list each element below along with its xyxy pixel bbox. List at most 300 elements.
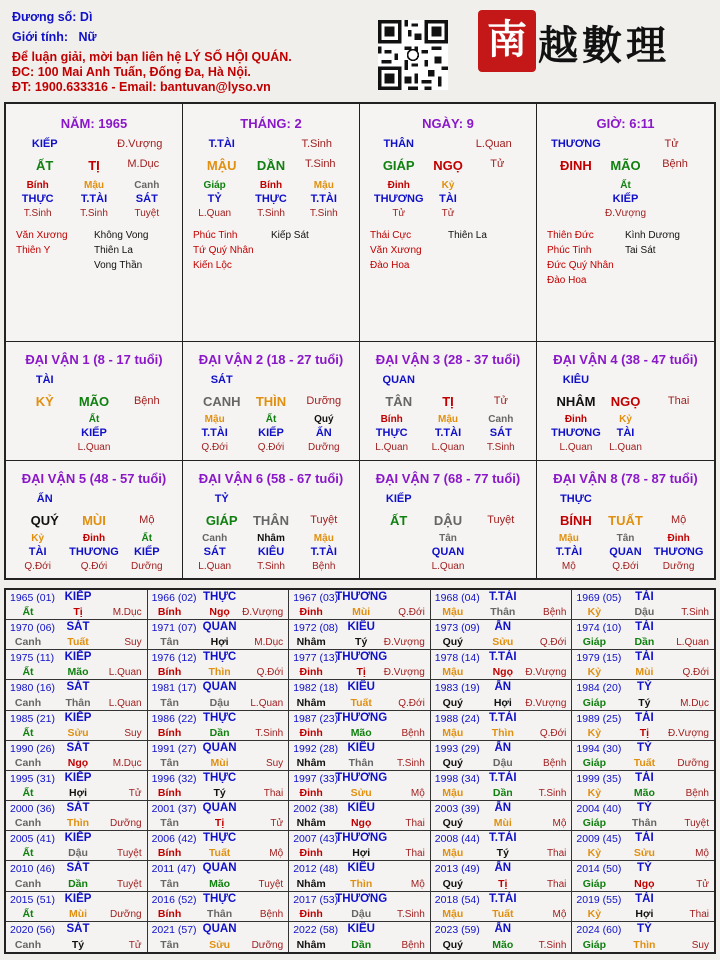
dai-van-cell[interactable] — [360, 461, 537, 578]
annual-ten-god: SÁT — [66, 681, 90, 694]
annual-cell[interactable] — [289, 861, 431, 891]
annual-state: Mộ — [269, 848, 284, 860]
annual-state: M.Dục — [254, 637, 284, 649]
annual-ten-god: THƯƠNG — [335, 711, 388, 724]
annual-branch: Dậu — [209, 696, 230, 709]
auspicious-star: Tứ Quý Nhân — [193, 245, 254, 256]
pillar-ten-god: T.TÀI — [208, 138, 235, 150]
dai-van-stem: KỶ — [35, 394, 54, 409]
annual-year: 1974 (10) — [576, 622, 622, 635]
annual-state: Đ.Vượng — [383, 637, 425, 649]
dai-van-cell[interactable] — [537, 342, 714, 461]
annual-ten-god: SÁT — [66, 802, 90, 815]
annual-branch: Thân — [631, 817, 657, 830]
annual-ten-god: TỶ — [637, 741, 652, 754]
annual-branch: Thìn — [633, 938, 656, 951]
annual-ten-god: KIÊU — [347, 621, 375, 634]
annual-cell[interactable] — [148, 620, 290, 650]
annual-stem: Canh — [14, 696, 42, 709]
dai-van-stem: QUÝ — [30, 513, 59, 528]
annual-cell[interactable] — [431, 831, 573, 861]
annual-ten-god: SÁT — [66, 862, 90, 875]
annual-cell[interactable] — [6, 801, 148, 831]
dai-van-cell[interactable] — [183, 342, 360, 461]
pillar-cell[interactable] — [183, 104, 360, 342]
annual-ten-god: ẤN — [494, 621, 512, 634]
annual-cell[interactable] — [148, 892, 290, 922]
annual-cell[interactable] — [431, 892, 573, 922]
annual-branch: Tý — [71, 938, 85, 951]
annual-state: Thai — [546, 848, 567, 860]
dai-van-ten-god: TÀI — [35, 374, 54, 386]
dai-van-ten-god: TỶ — [214, 493, 229, 505]
annual-cell[interactable] — [6, 771, 148, 801]
dai-van-hidden-god: KIẾP — [133, 546, 160, 558]
annual-cell[interactable] — [431, 771, 573, 801]
annual-cell[interactable] — [289, 741, 431, 771]
dai-van-hidden-god: TÀI — [616, 427, 635, 439]
annual-branch: Thân — [490, 606, 516, 619]
annual-ten-god: TÀI — [635, 771, 654, 784]
annual-year: 1987 (23) — [293, 712, 339, 725]
pillar-branch-state: Bệnh — [662, 158, 688, 170]
annual-year: 1966 (02) — [151, 592, 197, 604]
annual-stem: Đinh — [299, 666, 323, 679]
annual-branch: Thân — [65, 696, 91, 709]
annual-cell[interactable] — [148, 680, 290, 710]
annual-cell[interactable] — [148, 590, 290, 620]
hidden-ten-god: THƯƠNG — [373, 193, 424, 205]
annual-state: Mộ — [410, 878, 425, 890]
annual-year: 2022 (58) — [293, 923, 339, 936]
dai-van-ten-god: ẤN — [36, 493, 53, 505]
dai-van-branch: THÂN — [252, 513, 290, 528]
annual-cell[interactable] — [572, 590, 714, 620]
pillar-earthly-branch: NGỌ — [433, 158, 463, 173]
dai-van-hidden-state: Q.Đới — [612, 561, 639, 572]
inauspicious-star: Thiên La — [448, 230, 487, 241]
annual-state: Dưỡng — [251, 939, 284, 951]
annual-ten-god: ẤN — [494, 802, 512, 815]
annual-branch: Ngọ — [634, 877, 655, 890]
annual-branch: Sửu — [492, 636, 514, 649]
inauspicious-star: Kiếp Sát — [271, 230, 309, 241]
annual-state: T.Sinh — [681, 607, 709, 619]
annual-state: Đ.Vượng — [242, 607, 284, 619]
contact-phone-email: ĐT: 1900.633316 - Email: bantuvan@lyso.vn — [12, 80, 271, 94]
annual-cell[interactable] — [431, 922, 573, 952]
annual-year: 1965 (01) — [10, 592, 55, 604]
dai-van-hidden-state: L.Quan — [431, 561, 465, 572]
dai-van-title: ĐẠI VẬN 1 (8 - 17 tuổi) — [25, 352, 163, 367]
annual-state: Suy — [124, 637, 142, 649]
annual-year: 2006 (42) — [151, 833, 197, 846]
annual-cell[interactable] — [289, 831, 431, 861]
hidden-stem: Canh — [134, 180, 160, 191]
annual-stem: Ất — [22, 606, 34, 619]
annual-state: Bệnh — [685, 788, 709, 800]
annual-stem: Mậu — [442, 726, 464, 739]
annual-ten-god: T.TÀI — [489, 771, 517, 784]
annual-cell[interactable] — [289, 680, 431, 710]
auspicious-star: Thiên Đức — [547, 230, 594, 241]
annual-stem: Bính — [157, 666, 182, 679]
annual-ten-god: KIẾP — [64, 651, 92, 664]
auspicious-star: Đào Hoa — [547, 275, 587, 286]
auspicious-star: Đào Hoa — [370, 260, 410, 271]
annual-cell[interactable] — [6, 861, 148, 891]
annual-branch: Tý — [355, 636, 368, 649]
annual-cell[interactable] — [572, 922, 714, 952]
annual-cell[interactable] — [6, 892, 148, 922]
annual-cell[interactable] — [148, 741, 290, 771]
annual-state: M.Dục — [112, 757, 142, 769]
annual-branch: Dậu — [492, 756, 513, 769]
annual-ten-god: TÀI — [635, 892, 654, 905]
annual-stem: Tân — [160, 756, 179, 769]
dai-van-hidden-god: ẤN — [315, 427, 332, 439]
annual-branch: Ngọ — [350, 817, 372, 830]
annual-branch: Mùi — [68, 907, 88, 920]
annual-ten-god: QUAN — [202, 922, 237, 935]
annual-cell[interactable] — [572, 741, 714, 771]
dai-van-hidden-stem: Đinh — [82, 533, 106, 544]
annual-ten-god: THƯƠNG — [335, 832, 388, 845]
annual-year: 1985 (21) — [10, 712, 55, 725]
annual-branch: Dần — [492, 787, 513, 800]
annual-state: Tuyệt — [684, 818, 709, 830]
annual-cell[interactable] — [572, 620, 714, 650]
annual-ten-god: THỰC — [203, 651, 237, 664]
annual-year: 1991 (27) — [151, 742, 197, 755]
annual-stem: Giáp — [582, 756, 607, 769]
annual-year: 1989 (25) — [576, 712, 622, 725]
annual-state: Đ.Vượng — [383, 667, 425, 679]
annual-cell[interactable] — [431, 590, 573, 620]
hidden-ten-god: THỰC — [21, 193, 54, 205]
annual-year: 2016 (52) — [151, 893, 197, 906]
dai-van-hidden-stem: Kỷ — [619, 414, 632, 425]
annual-cell[interactable] — [289, 771, 431, 801]
annual-stem: Tân — [160, 817, 179, 830]
pillar-earthly-branch: DẦN — [256, 158, 286, 173]
annual-state: T.Sinh — [538, 939, 567, 951]
annual-ten-god: THƯƠNG — [335, 892, 388, 905]
hidden-ten-god: THỰC — [255, 193, 287, 205]
annual-year: 2003 (39) — [434, 803, 480, 816]
pillar-earthly-branch: TỊ — [88, 158, 100, 173]
pillar-cell[interactable] — [537, 104, 714, 342]
gender-line — [12, 30, 97, 44]
dai-van-hidden-stem: Tân — [616, 533, 635, 544]
hidden-stem-state: L.Quan — [198, 208, 232, 219]
annual-stem: Giáp — [582, 938, 607, 951]
annual-year: 2001 (37) — [151, 803, 197, 816]
annual-state: Bệnh — [401, 727, 425, 739]
dai-van-hidden-stem: Quý — [314, 414, 334, 425]
annual-year: 1999 (35) — [576, 772, 622, 785]
pillar-ten-god: KIẾP — [31, 138, 58, 150]
annual-cell[interactable] — [431, 620, 573, 650]
annual-branch: Hợi — [352, 847, 371, 860]
annual-state: Q.Đới — [539, 637, 567, 649]
hidden-ten-god: T.TÀI — [80, 193, 108, 205]
annual-cell[interactable] — [572, 861, 714, 891]
annual-stem: Mậu — [442, 606, 464, 619]
annual-state: Suy — [691, 939, 709, 951]
annual-cell[interactable] — [431, 801, 573, 831]
logo-seal — [478, 10, 536, 72]
dai-van-hidden-stem: Kỷ — [31, 533, 45, 544]
hidden-stem: Đinh — [387, 180, 410, 191]
annual-stem: Quý — [442, 696, 464, 709]
annual-year: 1967 (03) — [293, 592, 339, 604]
dai-van-title: ĐẠI VẬN 8 (78 - 87 tuổi) — [553, 471, 698, 486]
pillar-cell[interactable] — [360, 104, 537, 342]
annual-cell[interactable] — [289, 801, 431, 831]
annual-stem: Canh — [14, 817, 42, 830]
annual-ten-god: T.TÀI — [489, 892, 517, 905]
annual-branch: Dần — [209, 726, 230, 739]
annual-year: 2019 (55) — [576, 893, 622, 906]
dai-van-stem: GIÁP — [205, 513, 238, 528]
annual-cell[interactable] — [289, 620, 431, 650]
dai-van-hidden-god: T.TÀI — [555, 546, 582, 558]
annual-state: Tử — [128, 788, 142, 800]
dai-van-branch: MÃO — [78, 394, 110, 409]
annual-ten-god: QUAN — [202, 681, 237, 694]
annual-state: Bệnh — [543, 607, 567, 619]
contact-address: ĐC: 100 Mai Anh Tuấn, Đống Đa, Hà Nội. — [12, 65, 251, 79]
annual-state: T.Sinh — [397, 757, 425, 769]
annual-state: L.Quan — [108, 697, 142, 709]
annual-cell[interactable] — [148, 922, 290, 952]
annual-cell[interactable] — [148, 831, 290, 861]
annual-year: 1994 (30) — [576, 742, 622, 755]
dai-van-cell[interactable] — [6, 461, 183, 578]
annual-state: Tử — [128, 939, 142, 951]
annual-branch: Tuất — [208, 847, 231, 860]
annual-branch: Dần — [351, 938, 372, 951]
annual-stem: Quý — [442, 636, 464, 649]
annual-branch: Mão — [350, 726, 372, 739]
annual-state: L.Quan — [250, 697, 284, 709]
auspicious-star: Thiên Y — [16, 245, 51, 256]
annual-stem: Quý — [442, 817, 464, 830]
pillar-cell[interactable] — [6, 104, 183, 342]
annual-ten-god: QUAN — [202, 741, 237, 754]
annual-branch: Tuất — [350, 696, 372, 709]
annual-branch: Mão — [67, 666, 89, 679]
hidden-stem: Bính — [259, 180, 283, 191]
dai-van-hidden-state: L.Quan — [375, 442, 409, 453]
annual-cell[interactable] — [289, 590, 431, 620]
annual-state: Q.Đới — [398, 697, 425, 709]
annual-cell[interactable] — [431, 680, 573, 710]
annual-state: Mộ — [552, 908, 567, 920]
annual-cell[interactable] — [289, 922, 431, 952]
annual-state: Suy — [124, 727, 142, 739]
annual-state: Thai — [405, 848, 425, 860]
hidden-stem-state: T.Sinh — [80, 208, 108, 219]
annual-ten-god: THỰC — [203, 892, 237, 905]
annual-branch: Ngọ — [209, 606, 230, 619]
hidden-ten-god: SÁT — [135, 193, 158, 205]
annual-state: Mộ — [410, 788, 425, 800]
annual-state: Dưỡng — [677, 757, 709, 769]
annual-branch: Dần — [634, 636, 655, 649]
annual-year: 1982 (18) — [293, 682, 339, 695]
dai-van-state: Tuyệt — [487, 514, 515, 526]
annual-cell[interactable] — [148, 771, 290, 801]
dai-van-cell[interactable] — [6, 342, 183, 461]
annual-ten-god: TÀI — [635, 621, 654, 634]
annual-cell[interactable] — [6, 590, 148, 620]
annual-ten-god: TÀI — [635, 832, 654, 845]
auspicious-star: Kiến Lộc — [193, 260, 232, 271]
annual-branch: Tý — [638, 696, 651, 709]
pillar-title: NGÀY: 9 — [422, 116, 474, 131]
dai-van-title: ĐẠI VẬN 5 (48 - 57 tuổi) — [21, 471, 167, 486]
annual-branch: Tuất — [67, 636, 89, 649]
annual-branch: Ngọ — [492, 666, 514, 679]
annual-stem: Ất — [22, 726, 34, 739]
inauspicious-star: Tai Sát — [625, 245, 656, 256]
dai-van-hidden-god: TÀI — [28, 546, 47, 558]
pillar-ten-god: THÂN — [383, 138, 414, 150]
dai-van-hidden-stem: Ất — [265, 414, 277, 425]
dai-van-hidden-stem: Ất — [141, 533, 153, 544]
pillar-ten-god: THƯƠNG — [551, 138, 601, 150]
annual-year: 2013 (49) — [434, 863, 480, 876]
annual-year: 2011 (47) — [151, 863, 196, 876]
annual-year: 1997 (33) — [293, 772, 339, 785]
annual-branch: Mùi — [352, 606, 371, 619]
annual-cell[interactable] — [6, 831, 148, 861]
annual-stem: Mậu — [442, 907, 464, 920]
annual-year: 2000 (36) — [10, 803, 55, 816]
annual-state: M.Dục — [680, 697, 709, 709]
dai-van-cell[interactable] — [360, 342, 537, 461]
annual-state: T.Sinh — [255, 727, 284, 739]
annual-state: Mộ — [695, 848, 709, 860]
annual-cell[interactable] — [431, 741, 573, 771]
annual-cell[interactable] — [572, 892, 714, 922]
annual-year: 1973 (09) — [434, 622, 480, 635]
annual-stem: Canh — [14, 938, 42, 951]
auspicious-star: Phúc Tinh — [547, 245, 592, 256]
dai-van-hidden-stem: Tân — [439, 533, 457, 544]
annual-cell[interactable] — [6, 922, 148, 952]
annual-ten-god: SÁT — [66, 621, 90, 634]
hidden-stem: Mậu — [84, 180, 104, 191]
annual-ten-god: TỶ — [637, 922, 652, 935]
annual-year: 2020 (56) — [10, 923, 55, 936]
dai-van-state: Dưỡng — [306, 395, 342, 407]
annual-stem: Giáp — [582, 877, 607, 890]
annual-cell[interactable] — [572, 650, 714, 680]
annual-cell[interactable] — [289, 711, 431, 741]
annual-state: T.Sinh — [397, 908, 425, 920]
annual-cell[interactable] — [289, 650, 431, 680]
annual-ten-god: QUAN — [202, 802, 237, 815]
annual-cell[interactable] — [6, 650, 148, 680]
dai-van-hidden-god: KIÊU — [257, 546, 285, 558]
annual-stem: Kỷ — [587, 787, 602, 800]
hidden-stem-state: T.Sinh — [309, 208, 338, 219]
annual-cell[interactable] — [148, 650, 290, 680]
annual-state: L.Quan — [676, 637, 709, 649]
annual-branch: Hợi — [69, 787, 87, 800]
annual-year: 2014 (50) — [576, 863, 622, 876]
annual-branch: Dậu — [68, 847, 88, 860]
annual-branch: Sửu — [633, 847, 655, 860]
annual-stem: Bính — [157, 907, 182, 920]
annual-cell[interactable] — [6, 680, 148, 710]
annual-ten-god: THƯƠNG — [335, 771, 388, 784]
pillar-earthly-branch: MÃO — [610, 158, 641, 173]
annual-cell[interactable] — [148, 711, 290, 741]
annual-state: T.Sinh — [538, 788, 567, 800]
annual-cell[interactable] — [431, 711, 573, 741]
annual-cell[interactable] — [572, 831, 714, 861]
dai-van-hidden-god: SÁT — [489, 427, 512, 439]
annual-branch: Dần — [68, 877, 88, 890]
dai-van-hidden-stem: Bính — [380, 414, 403, 425]
annual-cell[interactable] — [572, 771, 714, 801]
annual-stem: Ất — [22, 666, 34, 679]
annual-cell[interactable] — [148, 801, 290, 831]
annual-cell[interactable] — [6, 620, 148, 650]
annual-stem: Canh — [14, 756, 42, 769]
annual-year: 2017 (53) — [293, 893, 339, 906]
annual-cell[interactable] — [572, 801, 714, 831]
annual-cell[interactable] — [148, 861, 290, 891]
annual-cell[interactable] — [572, 680, 714, 710]
annual-state: Tuyệt — [116, 848, 142, 860]
auspicious-star: Văn Xương — [16, 230, 68, 241]
dai-van-hidden-state: L.Quan — [559, 442, 593, 453]
dai-van-cell[interactable] — [537, 461, 714, 578]
annual-year: 1975 (11) — [10, 652, 55, 665]
annual-stem: Tân — [160, 636, 179, 649]
annual-ten-god: KIÊU — [347, 862, 375, 875]
header — [0, 0, 720, 100]
annual-year: 2007 (43) — [293, 833, 339, 846]
annual-cell[interactable] — [572, 711, 714, 741]
annual-cell[interactable] — [289, 892, 431, 922]
annual-ten-god: SÁT — [66, 741, 90, 754]
annual-ten-god: QUAN — [202, 621, 237, 634]
annual-stem: Kỷ — [587, 847, 602, 860]
annual-cell[interactable] — [6, 741, 148, 771]
dai-van-cell[interactable] — [183, 461, 360, 578]
annual-year: 2024 (60) — [576, 923, 622, 936]
dai-van-hidden-state: L.Quan — [609, 442, 642, 453]
pillar-branch-state: Tử — [490, 158, 505, 170]
dai-van-state: Tuyệt — [310, 514, 338, 526]
annual-branch: Tị — [498, 877, 508, 890]
annual-state: Mộ — [552, 818, 567, 830]
annual-cell[interactable] — [431, 650, 573, 680]
hidden-ten-god: TỶ — [207, 193, 222, 205]
annual-branch: Tị — [73, 606, 83, 619]
annual-cell[interactable] — [6, 711, 148, 741]
qr-code-icon[interactable] — [378, 20, 448, 90]
annual-ten-god: KIÊU — [347, 802, 375, 815]
annual-ten-god: THỰC — [203, 771, 237, 784]
annual-cell[interactable] — [431, 861, 573, 891]
